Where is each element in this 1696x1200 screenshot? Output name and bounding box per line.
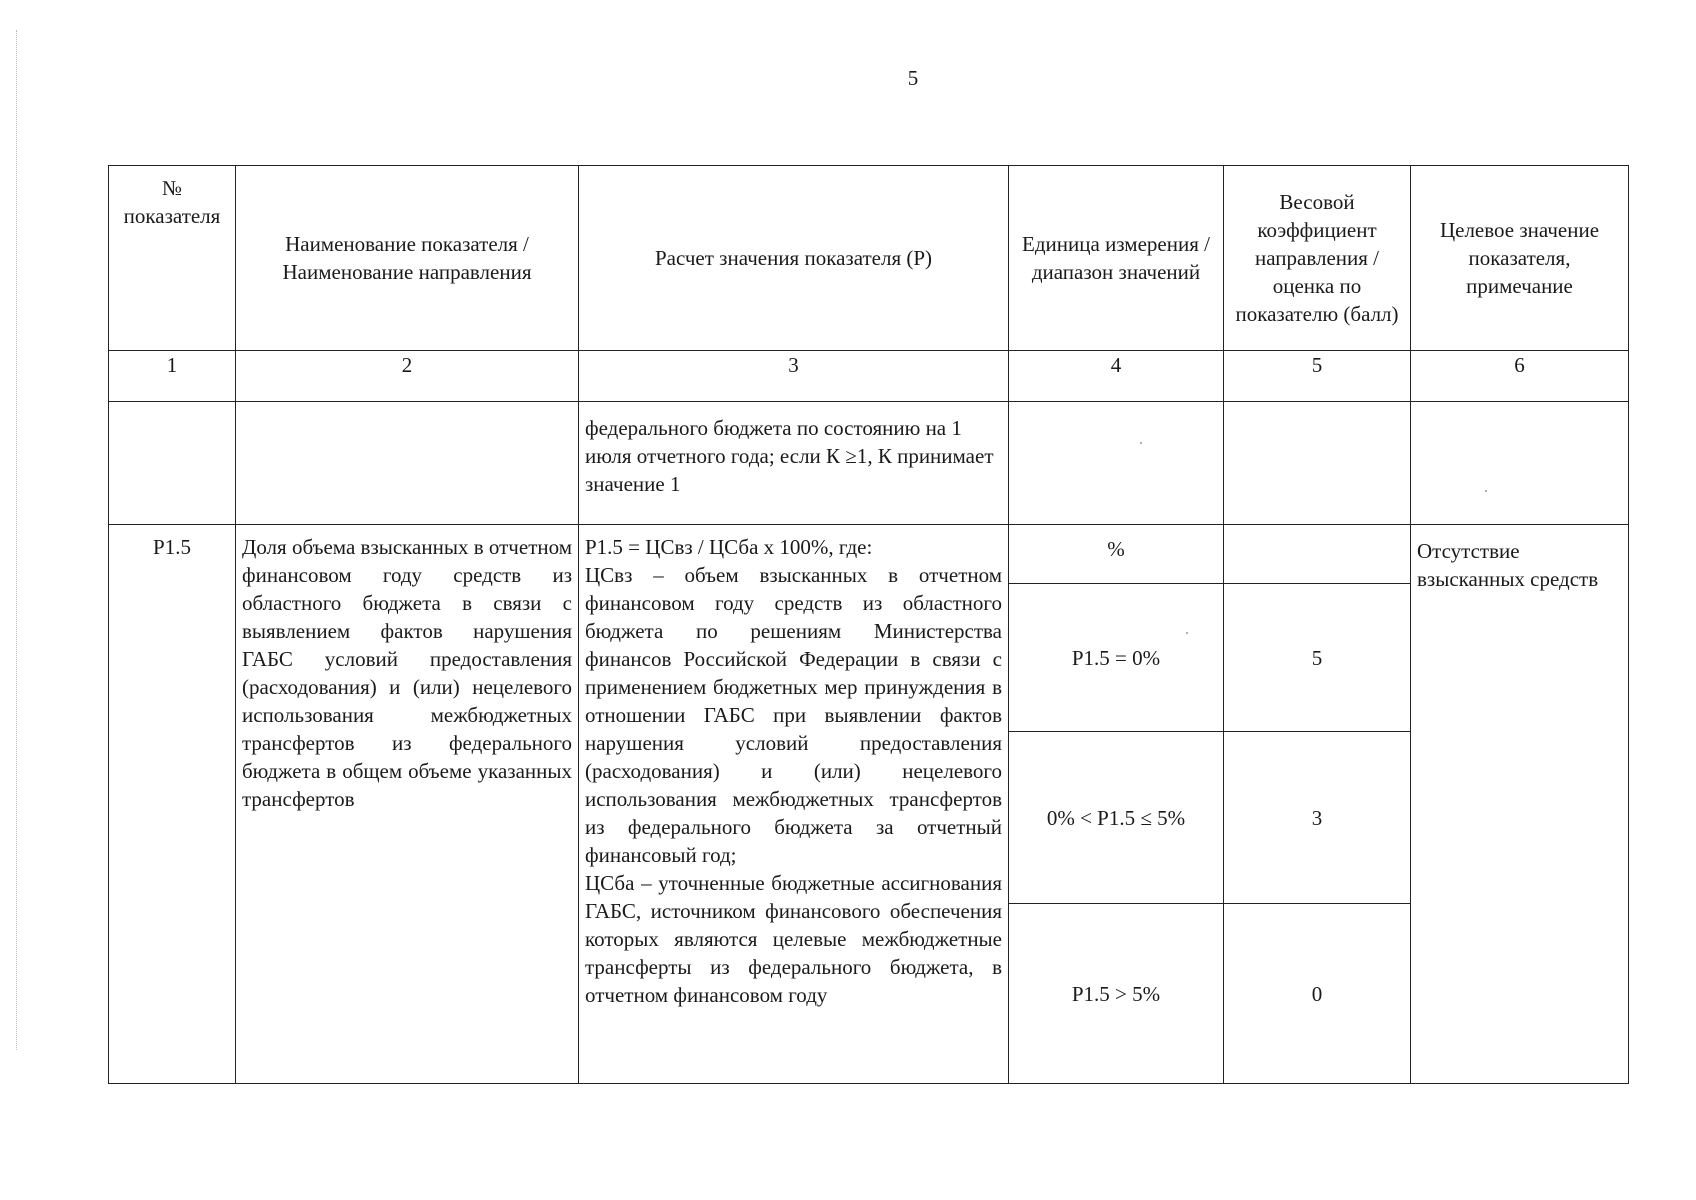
table-header-row <box>109 166 1629 351</box>
indicator-row <box>109 525 1629 584</box>
range-value: 0% < Р1.5 ≤ 5% <box>1009 732 1224 904</box>
continuation-empty-cell <box>1224 402 1411 525</box>
indicator-id: Р1.5 <box>109 525 236 1084</box>
continuation-row <box>109 402 1629 525</box>
header-indicator-name: Наименование показателя / Наименование направления <box>236 166 579 351</box>
scan-speck <box>1186 632 1188 634</box>
indicator-name: Доля объема взысканных в отчетном финансовом году средств из областного бюджета в связи с выявлением фактов нарушения ГАБС условий предоставления (расходования) и (или) нецелевого использования межбюджетных трансфертов из федерального бюджета в общем объеме указанных трансфертов <box>236 525 579 1084</box>
header-target-value: Целевое значение показателя, примечание <box>1411 166 1629 351</box>
unit-score-empty-cell <box>1224 525 1411 584</box>
continuation-calc-text: федерального бюджета по состоянию на 1 июля отчетного года; если К ≥1, К принимает значение 1 <box>579 402 1009 525</box>
indicator-table <box>108 165 1629 1084</box>
column-number: 6 <box>1411 351 1629 402</box>
continuation-empty-cell <box>1009 402 1224 525</box>
column-number-row <box>109 351 1629 402</box>
continuation-empty-cell <box>236 402 579 525</box>
column-number: 3 <box>579 351 1009 402</box>
range-value: Р1.5 > 5% <box>1009 904 1224 1084</box>
column-number: 2 <box>236 351 579 402</box>
continuation-empty-cell <box>1411 402 1629 525</box>
indicator-target: Отсутствие взысканных средств <box>1411 525 1629 1084</box>
page-number: 5 <box>907 66 919 90</box>
header-unit-range: Единица измерения / диапазон значений <box>1009 166 1224 351</box>
scan-speck <box>1485 490 1487 492</box>
indicator-calculation <box>579 525 1009 1084</box>
range-score: 5 <box>1224 584 1411 732</box>
header-weight-score: Весовой коэффициент направления / оценка по показателю (балл) <box>1224 166 1411 351</box>
calc-definition-czvz: ЦСвз – объем взысканных в отчетном финансовом году средств из областного бюджета по решениям Министерства финансов Российской Федерации в связи с применением бюджетных мер принуждения в отношении ГАБС при выявлении фактов нарушения условий предоставления (расходования) и (или) нецелевого использования межбюджетных трансфертов из федерального бюджета за отчетный финансовый год; <box>585 563 1002 867</box>
scan-margin-artifact <box>16 30 23 1050</box>
indicator-unit: % <box>1009 525 1224 584</box>
range-value: Р1.5 = 0% <box>1009 584 1224 732</box>
column-number: 1 <box>109 351 236 402</box>
range-score: 0 <box>1224 904 1411 1084</box>
range-score: 3 <box>1224 732 1411 904</box>
header-indicator-number: № показателя <box>109 166 236 351</box>
column-number: 5 <box>1224 351 1411 402</box>
calc-formula: Р1.5 = ЦСвз / ЦСба х 100%, где: <box>585 535 873 559</box>
continuation-empty-cell <box>109 402 236 525</box>
header-calculation: Расчет значения показателя (Р) <box>579 166 1009 351</box>
column-number: 4 <box>1009 351 1224 402</box>
scan-speck <box>1140 442 1142 444</box>
calc-definition-czba: ЦСба – уточненные бюджетные ассигнования ГАБС, источником финансового обеспечения которых являются целевые межбюджетные трансферты из федерального бюджета, в отчетном финансовом году <box>585 871 1002 1007</box>
